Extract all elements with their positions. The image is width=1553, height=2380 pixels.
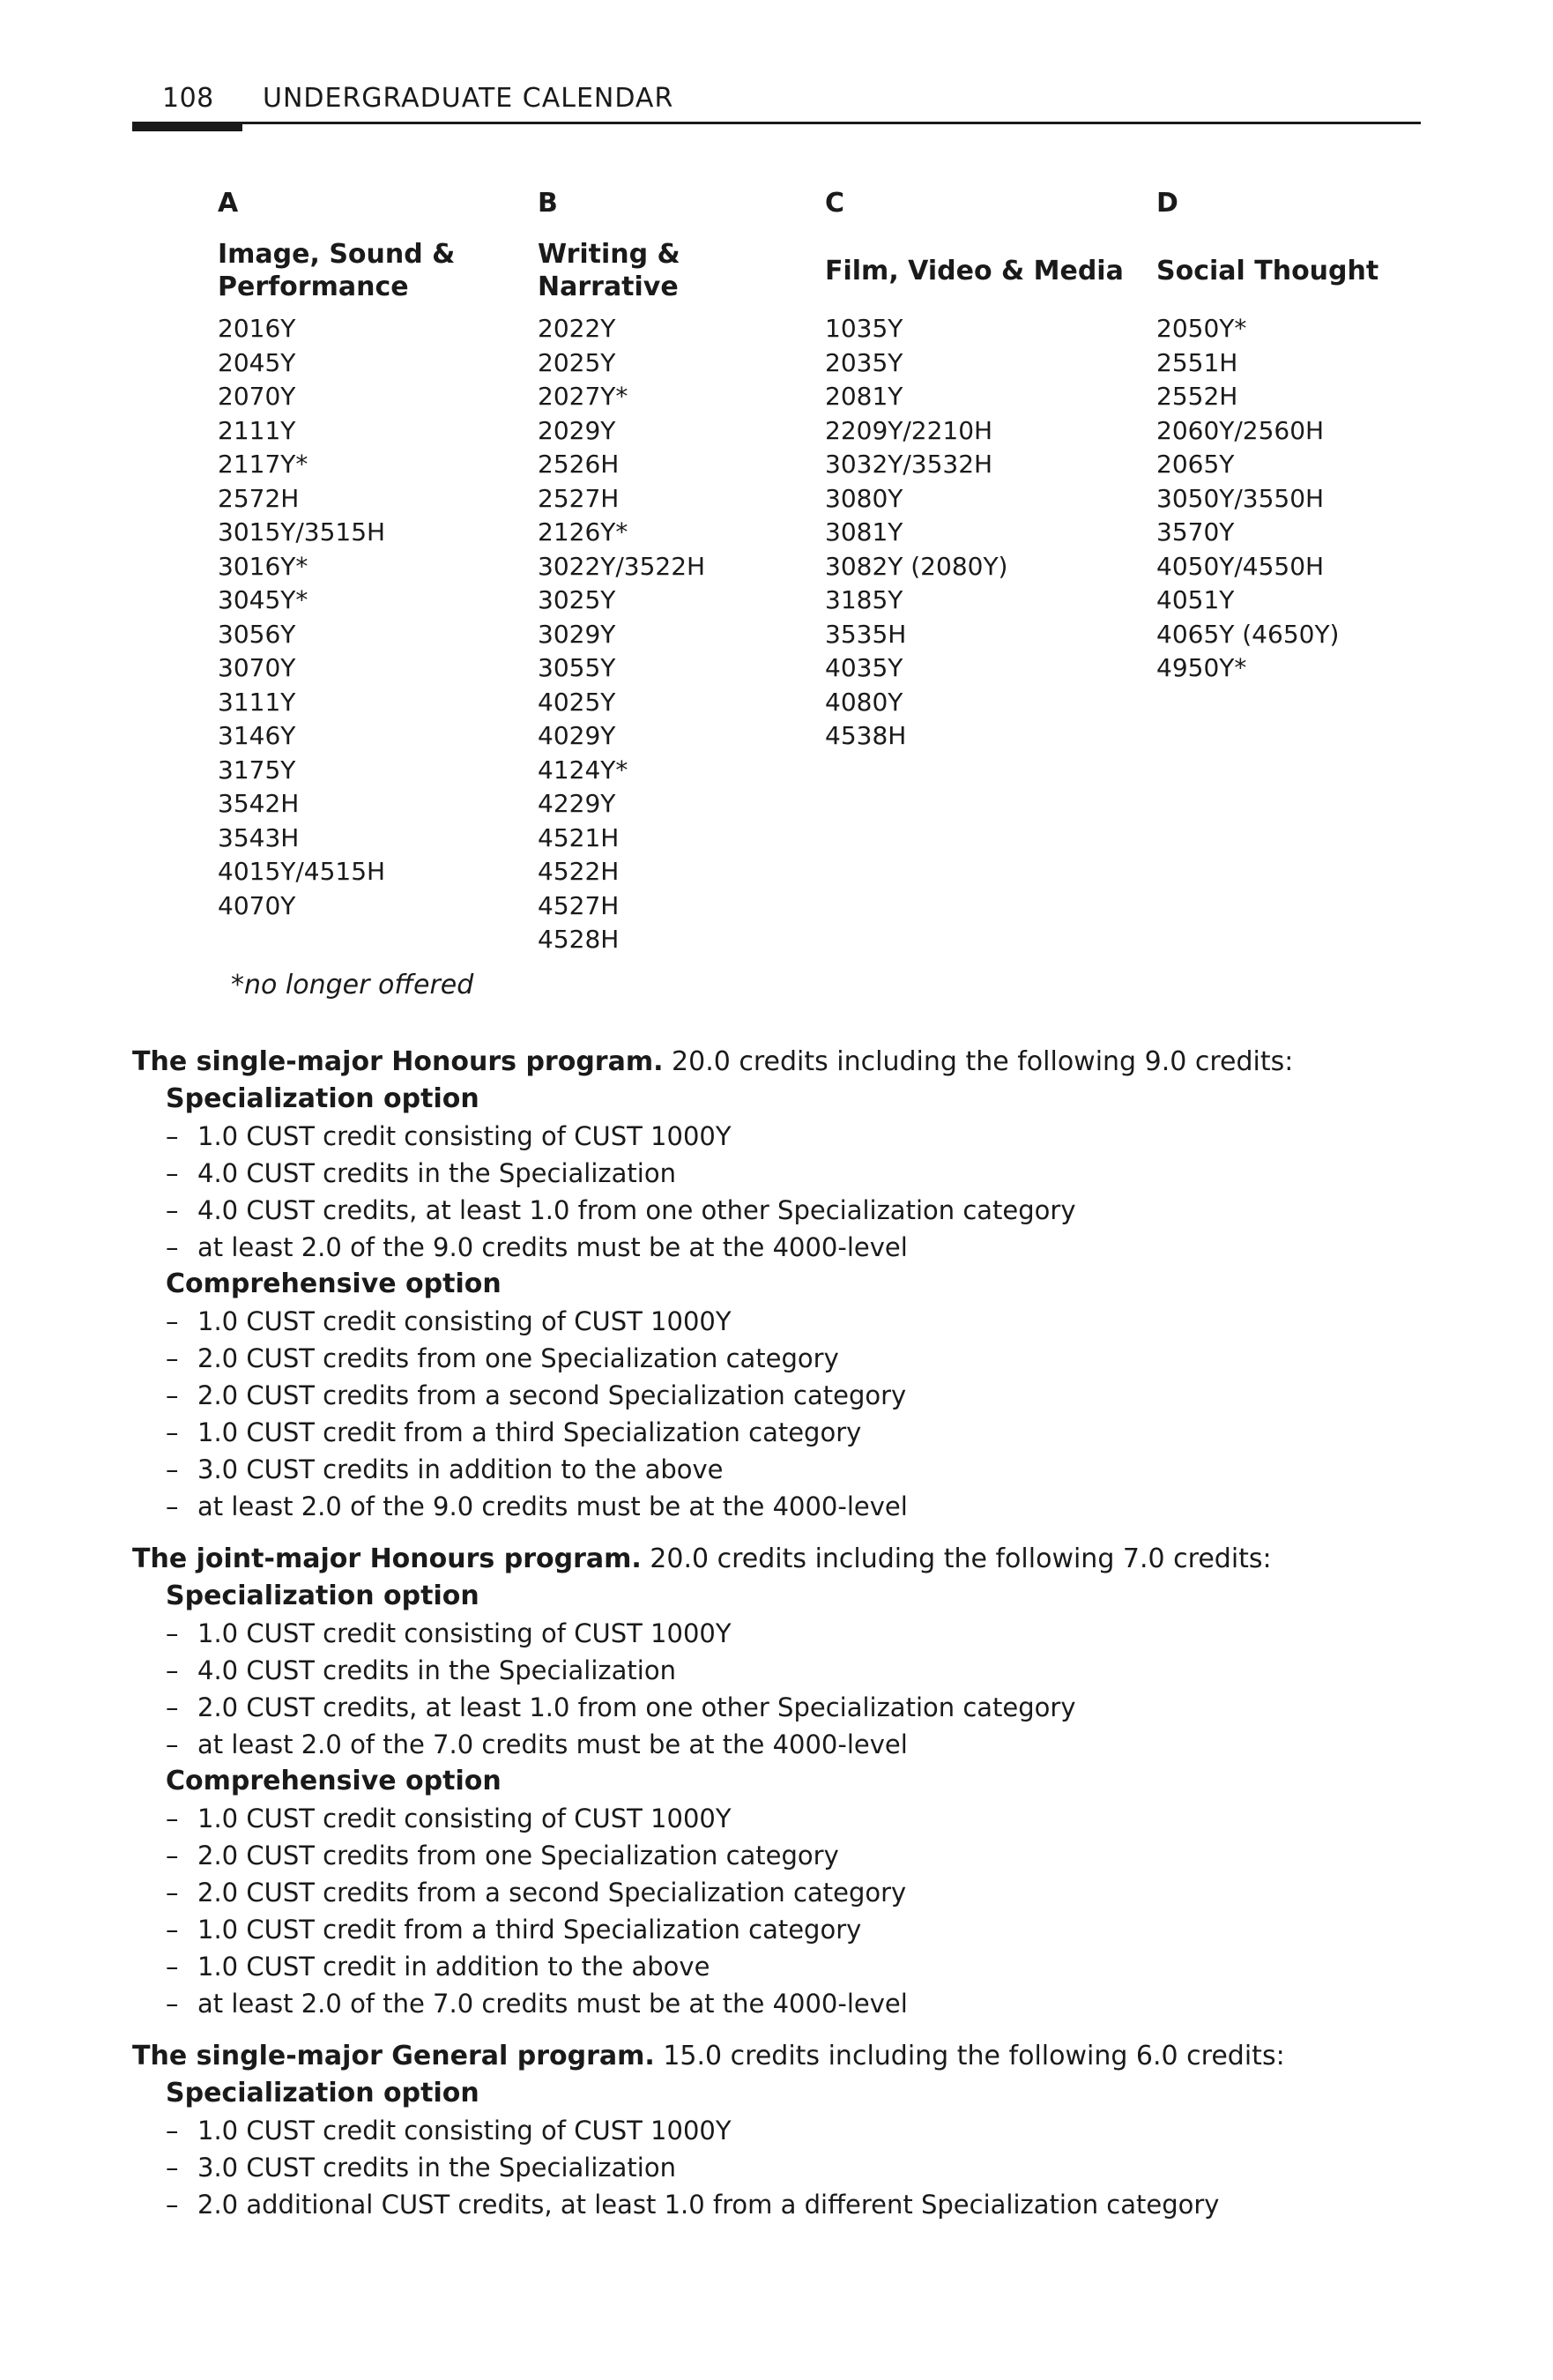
category-name: [218, 238, 455, 303]
category-name-line: Narrative: [538, 271, 679, 302]
course-code: 3082Y (2080Y): [825, 551, 1008, 581]
requirement-item: [132, 1414, 1421, 1451]
page-header: [132, 81, 1421, 123]
requirement-item: [132, 2186, 1421, 2223]
category-name-line: Social Thought: [1156, 255, 1379, 286]
program-description: 20.0 credits including the following 9.0 credits:: [663, 1046, 1294, 1077]
category-column-c: [825, 187, 1124, 754]
program-heading: [132, 2038, 1421, 2075]
requirement-item: [132, 1652, 1421, 1689]
dash-bullet: –: [166, 1952, 179, 1982]
requirement-item: [132, 1874, 1421, 1911]
course-code: 3111Y: [218, 687, 296, 717]
dash-bullet: –: [166, 1841, 179, 1871]
header-rule: [132, 122, 1421, 124]
requirement-list: [132, 2112, 1421, 2223]
course-code: 2025Y: [538, 347, 616, 377]
dash-bullet: –: [166, 1121, 179, 1151]
requirement-text: 4.0 CUST credits in the Specialization: [197, 1158, 676, 1188]
course-code: 2117Y*: [218, 450, 308, 479]
requirement-item: [132, 1615, 1421, 1652]
option-heading: Specialization option: [166, 1580, 479, 1611]
category-name: [538, 238, 705, 303]
course-code: 1035Y: [825, 314, 903, 343]
course-code: 2016Y: [218, 314, 296, 343]
page-number: 108: [162, 83, 214, 114]
dash-bullet: –: [166, 2190, 179, 2220]
course-code: 3032Y/3532H: [825, 450, 993, 479]
requirement-text: 1.0 CUST credit consisting of CUST 1000Y: [197, 1804, 732, 1833]
course-list: [538, 312, 705, 957]
program-requirements: [132, 1044, 1421, 2239]
course-code: 4080Y: [825, 687, 903, 717]
dash-bullet: –: [166, 2116, 179, 2146]
course-code: 3056Y: [218, 619, 296, 649]
requirement-text: 2.0 CUST credits from a second Specialization category: [197, 1380, 907, 1410]
requirement-text: 2.0 CUST credits from one Specialization category: [197, 1343, 839, 1373]
course-code: 2027Y*: [538, 382, 628, 411]
dash-bullet: –: [166, 1989, 179, 2019]
course-code: 4029Y: [538, 721, 616, 750]
course-code: 2209Y/2210H: [825, 415, 993, 445]
course-code: 3025Y: [538, 585, 616, 614]
category-letter: C: [825, 188, 845, 219]
program-description: 20.0 credits including the following 7.0 credits:: [641, 1543, 1272, 1574]
course-code: 4065Y (4650Y): [1156, 619, 1340, 649]
requirement-list: [132, 1118, 1421, 1266]
requirement-item: [132, 1488, 1421, 1525]
dash-bullet: –: [166, 1915, 179, 1945]
course-code: 2526H: [538, 450, 620, 479]
dash-bullet: –: [166, 1618, 179, 1648]
course-code: 3015Y/3515H: [218, 517, 386, 547]
dash-bullet: –: [166, 1804, 179, 1833]
course-code: 3146Y: [218, 721, 296, 750]
requirement-text: 1.0 CUST credit consisting of CUST 1000Y: [197, 1306, 732, 1336]
course-code: 3081Y: [825, 517, 903, 547]
program-title: The single-major General program.: [132, 2041, 655, 2071]
course-code: 4522H: [538, 857, 620, 886]
course-code: 3045Y*: [218, 585, 308, 614]
dash-bullet: –: [166, 1232, 179, 1262]
requirement-text: 1.0 CUST credit from a third Specialization category: [197, 1915, 862, 1945]
requirement-item: [132, 1118, 1421, 1155]
requirement-text: at least 2.0 of the 9.0 credits must be at the 4000-level: [197, 1232, 908, 1262]
category-name: [1156, 238, 1378, 303]
dash-bullet: –: [166, 1417, 179, 1447]
course-code: 2029Y: [538, 415, 616, 445]
category-column-a: [218, 187, 455, 923]
option-heading: Specialization option: [166, 1083, 479, 1114]
course-code: 2527H: [538, 483, 620, 513]
course-code: 3029Y: [538, 619, 616, 649]
requirement-text: 3.0 CUST credits in addition to the above: [197, 1454, 724, 1484]
course-code: 3542H: [218, 789, 300, 818]
course-code: 2552H: [1156, 382, 1238, 411]
requirement-item: [132, 1800, 1421, 1837]
course-list: [218, 312, 455, 923]
category-column-b: [538, 187, 705, 957]
requirement-text: 1.0 CUST credit consisting of CUST 1000Y: [197, 1618, 732, 1648]
running-head: UNDERGRADUATE CALENDAR: [263, 83, 674, 114]
requirement-list: [132, 1615, 1421, 1763]
course-code: 2111Y: [218, 415, 296, 445]
course-code: 4035Y: [825, 653, 903, 682]
course-code: 3535H: [825, 619, 907, 649]
course-code: 2045Y: [218, 347, 296, 377]
requirement-text: 2.0 CUST credits, at least 1.0 from one other Specialization category: [197, 1692, 1076, 1722]
requirement-list: [132, 1800, 1421, 2022]
program-description: 15.0 credits including the following 6.0 credits:: [654, 2041, 1285, 2071]
requirement-item: [132, 1229, 1421, 1266]
requirement-item: [132, 1155, 1421, 1192]
requirement-item: [132, 1726, 1421, 1763]
option-heading: Comprehensive option: [166, 1766, 502, 1796]
dash-bullet: –: [166, 1158, 179, 1188]
requirement-text: at least 2.0 of the 7.0 credits must be at the 4000-level: [197, 1729, 908, 1759]
course-code: 4229Y: [538, 789, 616, 818]
course-code: 4538H: [825, 721, 907, 750]
program-section: [132, 1541, 1421, 2022]
category-name-line: Film, Video & Media: [825, 255, 1124, 286]
course-code: 4521H: [538, 822, 620, 852]
course-code: 3175Y: [218, 755, 296, 785]
requirement-text: 4.0 CUST credits in the Specialization: [197, 1655, 676, 1685]
course-code: 4051Y: [1156, 585, 1235, 614]
program-title: The single-major Honours program.: [132, 1046, 664, 1077]
requirement-item: [132, 1948, 1421, 1985]
requirement-text: 1.0 CUST credit from a third Specialization category: [197, 1417, 862, 1447]
program-heading: [132, 1044, 1421, 1081]
course-list: [1156, 312, 1378, 686]
requirement-text: at least 2.0 of the 9.0 credits must be at the 4000-level: [197, 1491, 908, 1521]
course-code: 2081Y: [825, 382, 903, 411]
requirement-text: at least 2.0 of the 7.0 credits must be at the 4000-level: [197, 1989, 908, 2019]
course-code: 3016Y*: [218, 551, 308, 581]
dash-bullet: –: [166, 1878, 179, 1908]
course-code: 2050Y*: [1156, 314, 1247, 343]
course-code: 4015Y/4515H: [218, 857, 386, 886]
course-code: 4025Y: [538, 687, 616, 717]
course-code: 4050Y/4550H: [1156, 551, 1325, 581]
course-code: 3080Y: [825, 483, 903, 513]
requirement-item: [132, 1340, 1421, 1377]
course-code: 2065Y: [1156, 450, 1235, 479]
dash-bullet: –: [166, 1380, 179, 1410]
option-heading: Specialization option: [166, 2078, 479, 2109]
course-code: 2060Y/2560H: [1156, 415, 1325, 445]
requirement-item: [132, 2149, 1421, 2186]
requirement-item: [132, 2112, 1421, 2149]
course-code: 4950Y*: [1156, 653, 1247, 682]
dash-bullet: –: [166, 1491, 179, 1521]
requirement-text: 3.0 CUST credits in the Specialization: [197, 2153, 676, 2183]
requirement-item: [132, 1985, 1421, 2022]
dash-bullet: –: [166, 1343, 179, 1373]
requirement-text: 1.0 CUST credit in addition to the above: [197, 1952, 710, 1982]
course-code: 2022Y: [538, 314, 616, 343]
program-section: [132, 1044, 1421, 1525]
requirement-text: 2.0 additional CUST credits, at least 1.0 from a different Specialization category: [197, 2190, 1220, 2220]
requirement-list: [132, 1303, 1421, 1525]
course-code: 3543H: [218, 822, 300, 852]
dash-bullet: –: [166, 1729, 179, 1759]
dash-bullet: –: [166, 1692, 179, 1722]
dash-bullet: –: [166, 1195, 179, 1225]
dash-bullet: –: [166, 1454, 179, 1484]
requirement-item: [132, 1837, 1421, 1874]
requirement-text: 2.0 CUST credits from one Specialization category: [197, 1841, 839, 1871]
course-code: 3185Y: [825, 585, 903, 614]
category-name-line: Writing &: [538, 239, 680, 270]
course-code: 2070Y: [218, 382, 296, 411]
requirement-item: [132, 1911, 1421, 1948]
course-code: 4124Y*: [538, 755, 628, 785]
category-letter: A: [218, 188, 239, 219]
course-code: 3570Y: [1156, 517, 1235, 547]
category-letter: D: [1156, 188, 1178, 219]
course-list: [825, 312, 1124, 754]
program-heading: [132, 1541, 1421, 1578]
requirement-text: 4.0 CUST credits, at least 1.0 from one other Specialization category: [197, 1195, 1076, 1225]
program-title: The joint-major Honours program.: [132, 1543, 642, 1574]
course-code: 2035Y: [825, 347, 903, 377]
header-rule-accent: [132, 122, 242, 131]
category-name-line: Performance: [218, 271, 409, 302]
course-code: 3070Y: [218, 653, 296, 682]
requirement-item: [132, 1451, 1421, 1488]
course-code: 2572H: [218, 483, 300, 513]
dash-bullet: –: [166, 1306, 179, 1336]
course-code: 3050Y/3550H: [1156, 483, 1325, 513]
option-heading: Comprehensive option: [166, 1268, 502, 1299]
course-code: 2126Y*: [538, 517, 628, 547]
requirement-item: [132, 1192, 1421, 1229]
course-code: 3022Y/3522H: [538, 551, 706, 581]
course-code: 3055Y: [538, 653, 616, 682]
requirement-item: [132, 1689, 1421, 1726]
requirement-text: 2.0 CUST credits from a second Specialization category: [197, 1878, 907, 1908]
course-code: 4527H: [538, 890, 620, 920]
category-column-d: [1156, 187, 1378, 686]
footnote: *no longer offered: [231, 970, 474, 1000]
dash-bullet: –: [166, 1655, 179, 1685]
requirement-item: [132, 1377, 1421, 1414]
course-code: 4070Y: [218, 890, 296, 920]
category-name: [825, 238, 1124, 303]
program-section: [132, 2038, 1421, 2223]
dash-bullet: –: [166, 2153, 179, 2183]
course-code: 4528H: [538, 925, 620, 954]
requirement-item: [132, 1303, 1421, 1340]
course-code: 2551H: [1156, 347, 1238, 377]
category-name-line: Image, Sound &: [218, 239, 456, 270]
category-letter: B: [538, 188, 558, 219]
requirement-text: 1.0 CUST credit consisting of CUST 1000Y: [197, 1121, 732, 1151]
requirement-text: 1.0 CUST credit consisting of CUST 1000Y: [197, 2116, 732, 2146]
